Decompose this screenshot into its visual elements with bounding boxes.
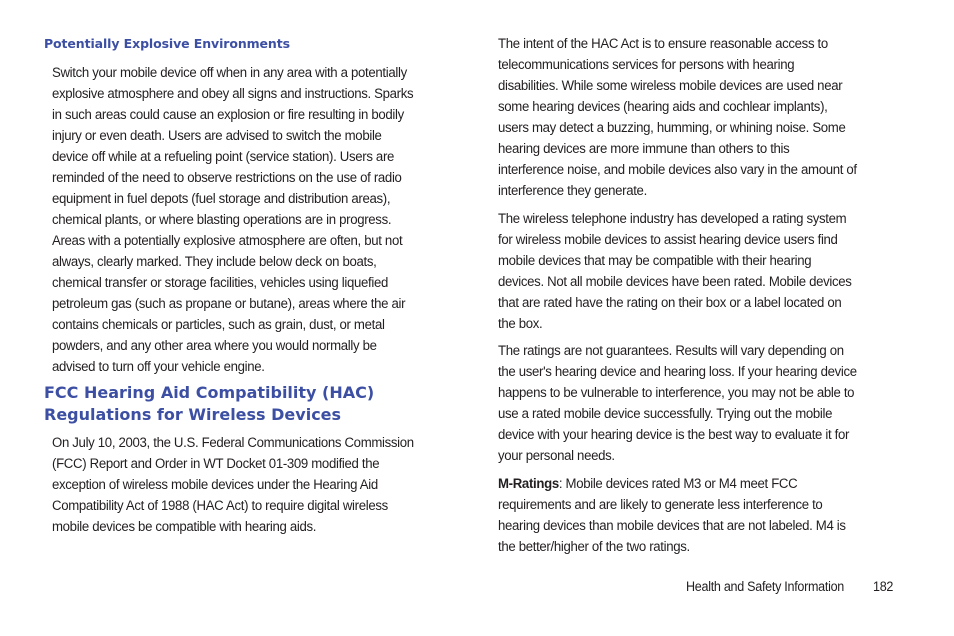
text-line: disabilities. While some wireless mobile devices are used near	[498, 78, 843, 94]
text-line: the box.	[498, 316, 543, 332]
text-line: interference they generate.	[498, 183, 647, 199]
paragraph-hac-intent	[498, 34, 857, 202]
text-line: requirements and are likely to generate less interference to	[498, 497, 823, 513]
footer-section-title: Health and Safety Information	[686, 579, 845, 594]
section-heading-line: FCC Hearing Aid Compatibility (HAC)	[44, 383, 375, 402]
text-line: some hearing devices (hearing aids and cochlear implants),	[498, 99, 828, 115]
text-line: (FCC) Report and Order in WT Docket 01-309 modified the	[52, 456, 380, 472]
text-line: in such areas could cause an explosion or fire resulting in bodily	[52, 107, 404, 123]
text-line: the user's hearing device and hearing loss. If your hearing device	[498, 364, 857, 380]
text-line: device off while at a refueling point (service station). Users are	[52, 149, 395, 165]
text-line: users may detect a buzzing, humming, or whining noise. Some	[498, 120, 846, 136]
text-line: always, clearly marked. They include below deck on boats,	[52, 254, 377, 270]
text-line: petroleum gas (such as propane or butane), areas where the air	[52, 296, 406, 312]
paragraph-rating-system	[498, 209, 852, 335]
section-heading-line: Regulations for Wireless Devices	[44, 405, 342, 424]
text-line: contains chemicals or particles, such as grain, dust, or metal	[52, 317, 385, 333]
text-line: for wireless mobile devices to assist hearing device users find	[498, 232, 838, 248]
text-line: reminded of the need to observe restrictions on the use of radio	[52, 170, 402, 186]
text-line: explosive atmosphere and obey all signs and instructions. Sparks	[52, 86, 414, 102]
text-line: injury or even death. Users are advised to switch the mobile	[52, 128, 382, 144]
text-line: your personal needs.	[498, 448, 615, 464]
text-line: The intent of the HAC Act is to ensure reasonable access to	[498, 36, 828, 52]
text-line: that are rated have the rating on their box or a label located on	[498, 295, 842, 311]
paragraph-explosive-environments	[52, 63, 413, 378]
text-line: use a rated mobile device successfully. Trying out the mobile	[498, 406, 833, 422]
text-line	[498, 474, 846, 495]
text-line: interference noise, and mobile devices also vary in the amount of	[498, 162, 857, 178]
text-line: exception of wireless mobile devices under the Hearing Aid	[52, 477, 378, 493]
section-heading-fcc-hac	[44, 382, 374, 426]
page-number: 182	[873, 579, 894, 594]
paragraph-m-ratings	[498, 474, 846, 558]
text-line: mobile devices be compatible with hearing aids.	[52, 519, 317, 535]
paragraph-ratings-guarantee	[498, 341, 857, 467]
text-line: The ratings are not guarantees. Results will vary depending on	[498, 343, 844, 359]
text-line: hearing devices than mobile devices that are not labeled. M4 is	[498, 518, 846, 534]
text-line: On July 10, 2003, the U.S. Federal Communications Commission	[52, 435, 414, 451]
subheading-explosive-environments: Potentially Explosive Environments	[44, 36, 290, 51]
text-line: mobile devices that may be compatible with their hearing	[498, 253, 812, 269]
text-line: chemical transfer or storage facilities, vehicles using liquefied	[52, 275, 389, 291]
text-line: Compatibility Act of 1988 (HAC Act) to require digital wireless	[52, 498, 388, 514]
text-line: Switch your mobile device off when in any area with a potentially	[52, 65, 407, 81]
text-line: telecommunications services for persons with hearing	[498, 57, 795, 73]
paragraph-fcc-report	[52, 433, 414, 538]
m-ratings-definition-start: : Mobile devices rated M3 or M4 meet FCC	[558, 476, 798, 492]
text-line: advised to turn off your vehicle engine.	[52, 359, 265, 375]
text-line: hearing devices are more immune than others to this	[498, 141, 790, 157]
text-line: happens to be vulnerable to interference, you may not be able to	[498, 385, 855, 401]
text-line: The wireless telephone industry has developed a rating system	[498, 211, 847, 227]
text-line: powders, and any other area where you would normally be	[52, 338, 377, 354]
text-line: device with your hearing device is the best way to evaluate it for	[498, 427, 850, 443]
text-line: the better/higher of the two ratings.	[498, 539, 690, 555]
m-ratings-term: M-Ratings	[498, 476, 559, 492]
text-line: chemical plants, or where blasting operations are in progress.	[52, 212, 392, 228]
text-line: equipment in fuel depots (fuel storage and distribution areas),	[52, 191, 391, 207]
text-line: devices. Not all mobile devices have been rated. Mobile devices	[498, 274, 852, 290]
text-line: Areas with a potentially explosive atmosphere are often, but not	[52, 233, 403, 249]
